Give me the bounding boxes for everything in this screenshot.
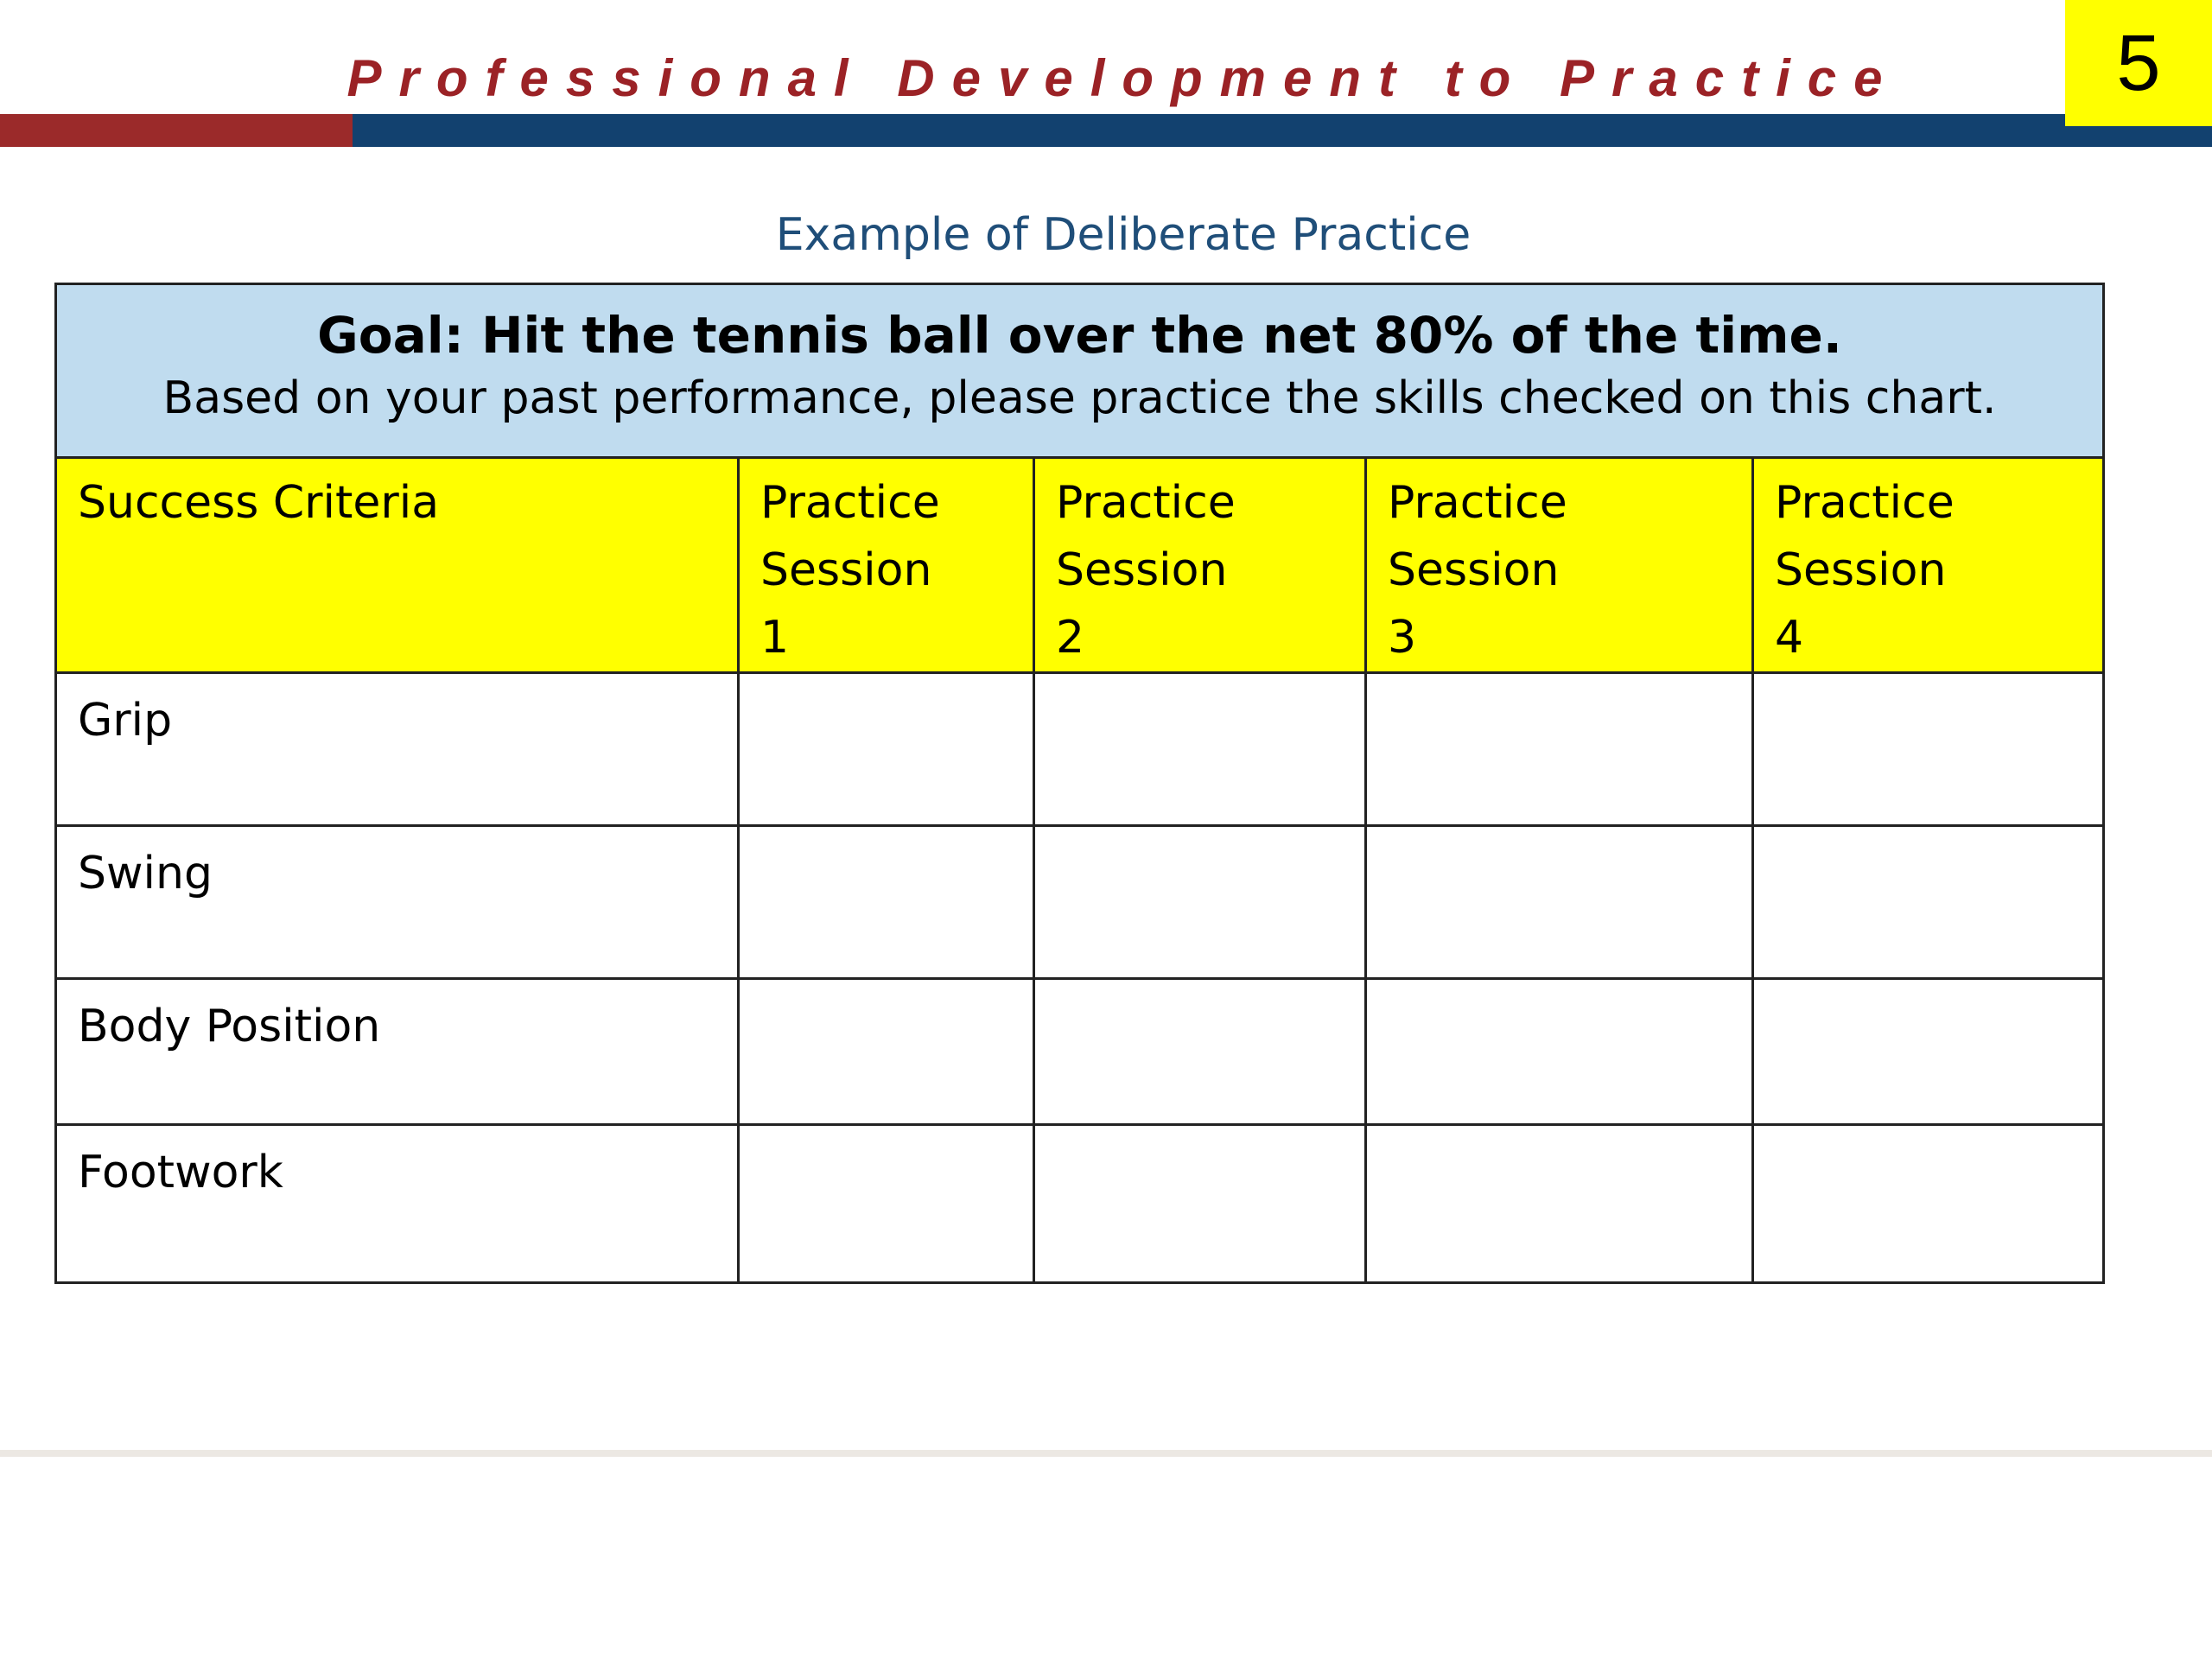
column-header-session-1: Practice Session 1 [739,458,1034,673]
table-row [56,826,2104,979]
session-cell [1366,979,1753,1125]
session-cell [1753,979,2104,1125]
column-header-session-2: Practice Session 2 [1034,458,1366,673]
table-header-row [56,458,2104,673]
goal-instruction: Based on your past performance, please practice the skills checked on this chart. [162,372,1997,424]
table-caption: Example of Deliberate Practice [775,209,1471,261]
session-cell [1753,826,2104,979]
session-cell [1034,826,1366,979]
practice-table [54,283,2105,1284]
session-cell [1034,1125,1366,1283]
column-header-session-4: Practice Session 4 [1753,458,2104,673]
session-cell [1366,826,1753,979]
table-row [56,673,2104,826]
table-row [56,979,2104,1125]
column-header-session-3: Practice Session 3 [1366,458,1753,673]
goal-cell [56,284,2104,458]
session-cell [739,1125,1034,1283]
slide-title: Professional Development to Practice [346,49,1900,107]
criteria-cell: Grip [56,673,739,826]
column-header-success-criteria: Success Criteria [56,458,739,673]
header-accent-bar-blue [353,114,2212,147]
session-cell [739,826,1034,979]
criteria-cell: Body Position [56,979,739,1125]
footer-divider [0,1450,2212,1457]
criteria-cell: Footwork [56,1125,739,1283]
session-cell [1034,979,1366,1125]
goal-text: Goal: Hit the tennis ball over the net 80% of the time. [317,306,1842,365]
session-cell [1034,673,1366,826]
session-cell [1366,673,1753,826]
goal-row [56,284,2104,458]
session-cell [739,979,1034,1125]
page-number-badge: 5 [2065,0,2212,126]
session-cell [1366,1125,1753,1283]
session-cell [1753,673,2104,826]
session-cell [1753,1125,2104,1283]
header-accent-bar-red [0,114,353,147]
table-row [56,1125,2104,1283]
session-cell [739,673,1034,826]
criteria-cell: Swing [56,826,739,979]
